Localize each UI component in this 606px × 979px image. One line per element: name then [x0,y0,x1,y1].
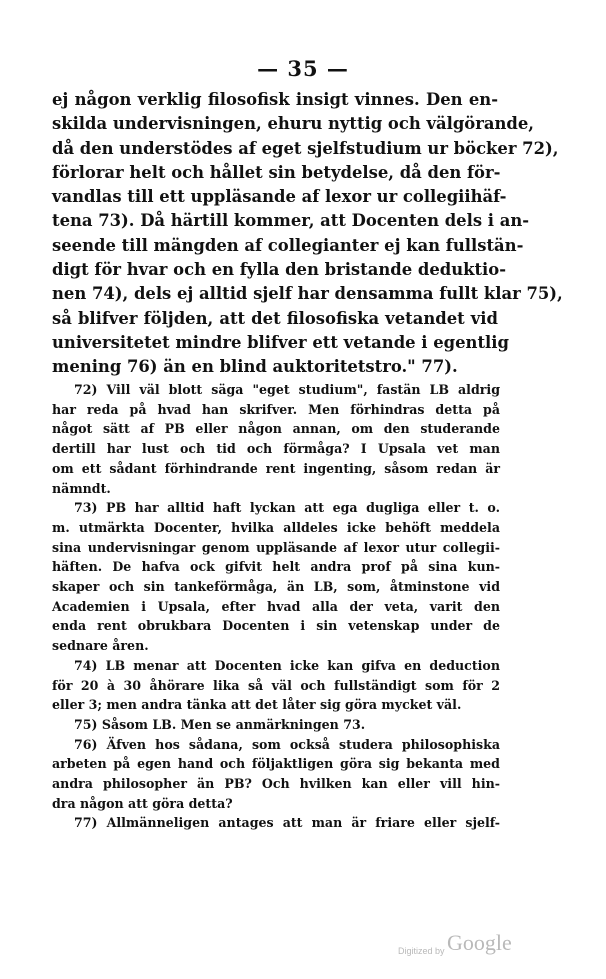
footnote-line: 75) Såsom LB. Men se anmärkningen 73. [74,716,366,732]
text-line: så blifver följden, att det filosofiska vetandet vid [52,308,498,328]
footnote-line: 73) PB har alltid haft lyckan att ega dugliga eller t. o. [74,500,500,516]
text-line: nen 74), dels ej alltid sjelf har densamma fullt klar 75), [52,284,563,304]
digitized-by-label: Digitized by [398,946,445,956]
footnote-line: 74) LB menar att Docenten icke kan gifva en deduction [74,657,500,673]
footnote-line: 76) Äfven hos sådana, som också studera philosophiska [74,736,500,752]
footnote-77 [52,813,500,833]
page-number: — 35 — [257,56,349,81]
footnote-74 [52,656,500,715]
footnote-line: sina undervisningar genom uppläsande af lexor utur collegii- [52,539,500,555]
footnote-75 [52,715,500,735]
google-logo: Google [447,930,512,955]
footnote-76 [52,735,500,814]
google-watermark [398,930,538,960]
footnote-line: eller 3; men andra tänka att det låter sig göra mycket väl. [52,697,462,713]
footnote-line: skaper och sin tankeförmåga, än LB, som, åtminstone vid [52,579,500,595]
footnote-line: dertill har lust och tid och förmåga? I Upsala vet man [52,441,500,457]
text-line: mening 76) än en blind auktoritetstro." 77). [52,357,458,377]
footnote-line: 77) Allmänneligen antages att man är friare eller sjelf- [74,815,500,831]
footnote-line: m. utmärkta Docenter, hvilka alldeles icke behöft meddela [52,519,500,535]
footnote-line: enda rent obrukbara Docenten i sin vetenskap under de [52,618,500,634]
footnote-line: andra philosopher än PB? Och hvilken kan eller vill hin- [52,776,500,792]
footnote-line: nämndt. [52,480,111,496]
footnotes-section [52,380,500,833]
text-line: tena 73). Då härtill kommer, att Docenten dels i an- [52,211,530,231]
footnote-72 [52,380,500,498]
footnote-line: något sätt af PB eller någon annan, om den studerande [52,421,500,437]
main-text-body [52,88,563,380]
footnote-73 [52,498,500,656]
text-line: universitetet mindre blifver ett vetande i egentlig [52,332,509,352]
text-line: vandlas till ett uppläsande af lexor ur collegiihäf- [52,187,507,207]
footnote-line: arbeten på egen hand och följaktligen göra sig bekanta med [52,756,500,772]
text-line: skilda undervisningen, ehuru nyttig och välgörande, [52,114,535,134]
footnote-line: för 20 à 30 åhörare lika så väl och fullständigt som för 2 [52,677,500,693]
footnote-line: om ett sådant förhindrande rent ingenting, såsom redan är [52,460,500,476]
text-line: förlorar helt och hållet sin betydelse, då den för- [52,162,501,182]
footnote-line: häften. De hafva ock gifvit helt andra prof på sina kun- [52,559,500,575]
text-line: seende till mängden af collegianter ej kan fullstän- [52,235,524,255]
footnote-line: sednare åren. [52,638,149,654]
footnote-line: har reda på hvad han skrifver. Men förhindras detta på [52,401,500,417]
text-line: ej någon verklig filosofisk insigt vinnes. Den en- [52,90,498,109]
footnote-line: 72) Vill väl blott säga "eget studium", fastän LB aldrig [74,382,500,397]
text-line: då den understödes af eget sjelfstudium ur böcker 72), [52,138,559,158]
footnote-line: dra någon att göra detta? [52,795,233,811]
footnote-line: Academien i Upsala, efter hvad alla der veta, varit den [52,598,500,614]
text-line: digt för hvar och en fylla den bristande deduktio- [52,260,507,280]
